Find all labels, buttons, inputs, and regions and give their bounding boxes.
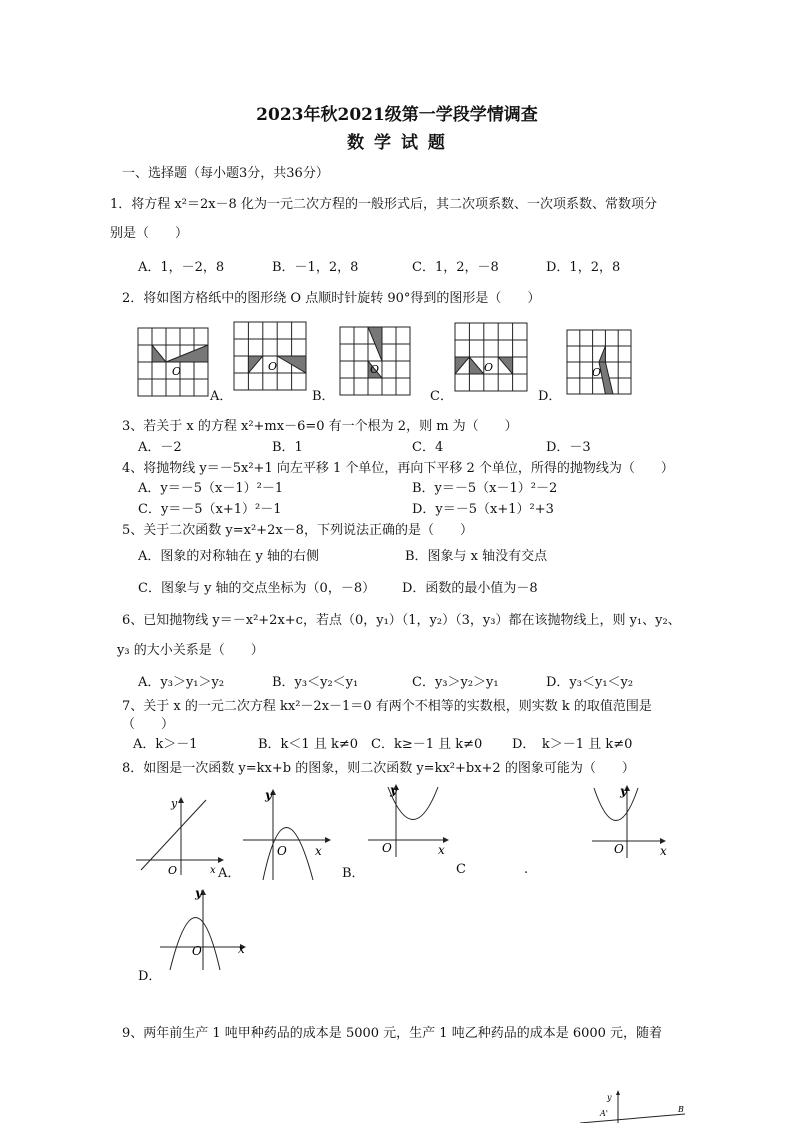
q6-line2: y₃ 的大小关系是（ ） xyxy=(117,643,264,658)
q1-line1: 1．将方程 x²＝2x－8 化为一元二次方程的一般形式后，其二次项系数、一次项系数、常数项分 xyxy=(110,197,657,212)
q5-option-d: D．函数的最小值为－8 xyxy=(402,581,538,596)
q3-stem: 3、若关于 x 的方程 x²+mx－6=0 有一个根为 2，则 m 为（ ） xyxy=(122,419,518,434)
q1-option-b: B．－1，2，8 xyxy=(272,260,359,275)
q8-label-d: D． xyxy=(138,969,162,984)
svg-text:O: O xyxy=(382,841,392,855)
q3-option-d: D．－3 xyxy=(546,440,591,455)
q6-option-b: B．y₃＜y₂＜y₁ xyxy=(272,675,359,690)
q8-graph-d xyxy=(160,885,255,970)
q1-option-d: D．1，2，8 xyxy=(546,260,621,275)
q2-grid-e xyxy=(567,330,631,394)
svg-text:y: y xyxy=(607,1093,612,1102)
q5-option-a: A．图象的对称轴在 y 轴的右侧 xyxy=(138,549,319,564)
q2-label-a: A． xyxy=(210,389,233,404)
q1-option-a: A．1，－2，8 xyxy=(138,260,225,275)
q8-stem: 8．如图是一次函数 y=kx+b 的图象，则二次函数 y=kx²+bx+2 的图象可能为（ ） xyxy=(122,761,635,776)
q7-option-b: B．k＜1 且 k≠0 xyxy=(258,737,359,752)
q5-option-b: B．图象与 x 轴没有交点 xyxy=(405,549,548,564)
svg-text:y: y xyxy=(265,788,272,802)
q3-option-c: C．4 xyxy=(412,440,444,455)
q5-option-c: C．图象与 y 轴的交点坐标为（0，－8） xyxy=(138,581,376,596)
q8-label-a: A． xyxy=(218,866,241,881)
q8-label-dot: . xyxy=(524,862,529,877)
q2-grid-c xyxy=(340,327,410,395)
svg-text:x: x xyxy=(438,843,445,857)
exam-subtitle: 数 学 试 题 xyxy=(347,133,447,153)
q2-grid-d xyxy=(455,323,527,391)
q8-graph-c xyxy=(592,783,672,858)
q2-grid-a xyxy=(138,328,208,396)
svg-text:O: O xyxy=(484,361,494,374)
q6-option-c: C．y₃＞y₂＞y₁ xyxy=(412,675,499,690)
svg-text:O: O xyxy=(370,363,380,376)
q6-line1: 6、已知抛物线 y＝－x²+2x+c，若点（0，y₁）（1，y₂）（3，y₃）都在该抛物线上，则 y₁、y₂、 xyxy=(122,613,681,628)
svg-text:y: y xyxy=(195,886,202,900)
q5-stem: 5、关于二次函数 y=x²+2x－8，下列说法正确的是（ ） xyxy=(122,523,473,538)
exam-title: 2023年秋2021级第一学段学情调查 xyxy=(256,105,538,125)
svg-text:x: x xyxy=(210,865,216,876)
q8-graph-a xyxy=(243,785,333,880)
q4-option-b: B．y＝－5（x－1）²－2 xyxy=(412,481,558,496)
q4-stem: 4、将抛物线 y＝－5x²+1 向左平移 1 个单位，再向下平移 2 个单位，所得的抛物线为（ ） xyxy=(122,461,674,476)
q3-option-b: B．1 xyxy=(272,440,303,455)
q1-option-c: C．1，2，－8 xyxy=(412,260,499,275)
section-heading: 一、选择题（每小题3分，共36分） xyxy=(122,166,329,181)
svg-text:y: y xyxy=(390,783,397,797)
q4-option-a: A．y＝－5（x－1）²－1 xyxy=(138,481,284,496)
q9-line1: 9、两年前生产 1 吨甲种药品的成本是 5000 元，生产 1 吨乙种药品的成本是 6000 元，随着 xyxy=(122,1026,663,1041)
q2-point-o: O xyxy=(172,365,182,378)
footer-figure xyxy=(580,1090,690,1123)
q7-line2: （ ） xyxy=(122,717,175,732)
svg-text:B: B xyxy=(678,1105,684,1114)
q1-line2: 别是（ ） xyxy=(110,226,189,241)
svg-text:O: O xyxy=(268,360,278,373)
q4-option-d: D．y＝－5（x+1）²+3 xyxy=(412,502,554,517)
q2-label-b: B． xyxy=(312,389,335,404)
svg-text:O: O xyxy=(168,864,178,877)
q7-line1: 7、关于 x 的一元二次方程 kx²－2x－1＝0 有两个不相等的实数根，则实数 k 的取值范围是 xyxy=(122,699,652,714)
svg-text:A': A' xyxy=(600,1109,608,1118)
q8-linear-graph xyxy=(136,795,226,875)
q3-option-a: A．－2 xyxy=(138,440,182,455)
svg-text:O: O xyxy=(614,842,624,856)
q6-option-d: D．y₃＜y₁＜y₂ xyxy=(546,675,634,690)
q2-label-c: C． xyxy=(430,389,453,404)
svg-text:x: x xyxy=(315,844,322,858)
q7-option-c: C．k≥－1 且 k≠0 xyxy=(371,737,483,752)
svg-text:y: y xyxy=(171,797,178,810)
svg-text:y: y xyxy=(620,784,627,798)
q8-label-b: B． xyxy=(342,866,365,881)
q7-option-a: A．k＞－1 xyxy=(133,737,198,752)
q2-grid-b xyxy=(234,322,306,390)
q2-stem: 2．将如图方格纸中的图形绕 O 点顺时针旋转 90°得到的图形是（ ） xyxy=(122,291,541,306)
svg-text:O: O xyxy=(192,944,202,958)
q8-graph-b xyxy=(368,782,458,857)
svg-text:x: x xyxy=(660,844,667,858)
q6-option-a: A．y₃＞y₁＞y₂ xyxy=(138,675,225,690)
svg-text:O: O xyxy=(592,366,602,379)
q4-option-c: C．y＝－5（x+1）²－1 xyxy=(138,502,282,517)
q8-label-c: C xyxy=(456,862,466,877)
q2-label-d: D． xyxy=(538,389,562,404)
svg-text:x: x xyxy=(238,942,245,956)
q7-option-d: D． k＞－1 且 k≠0 xyxy=(512,737,633,752)
svg-text:O: O xyxy=(277,844,287,858)
